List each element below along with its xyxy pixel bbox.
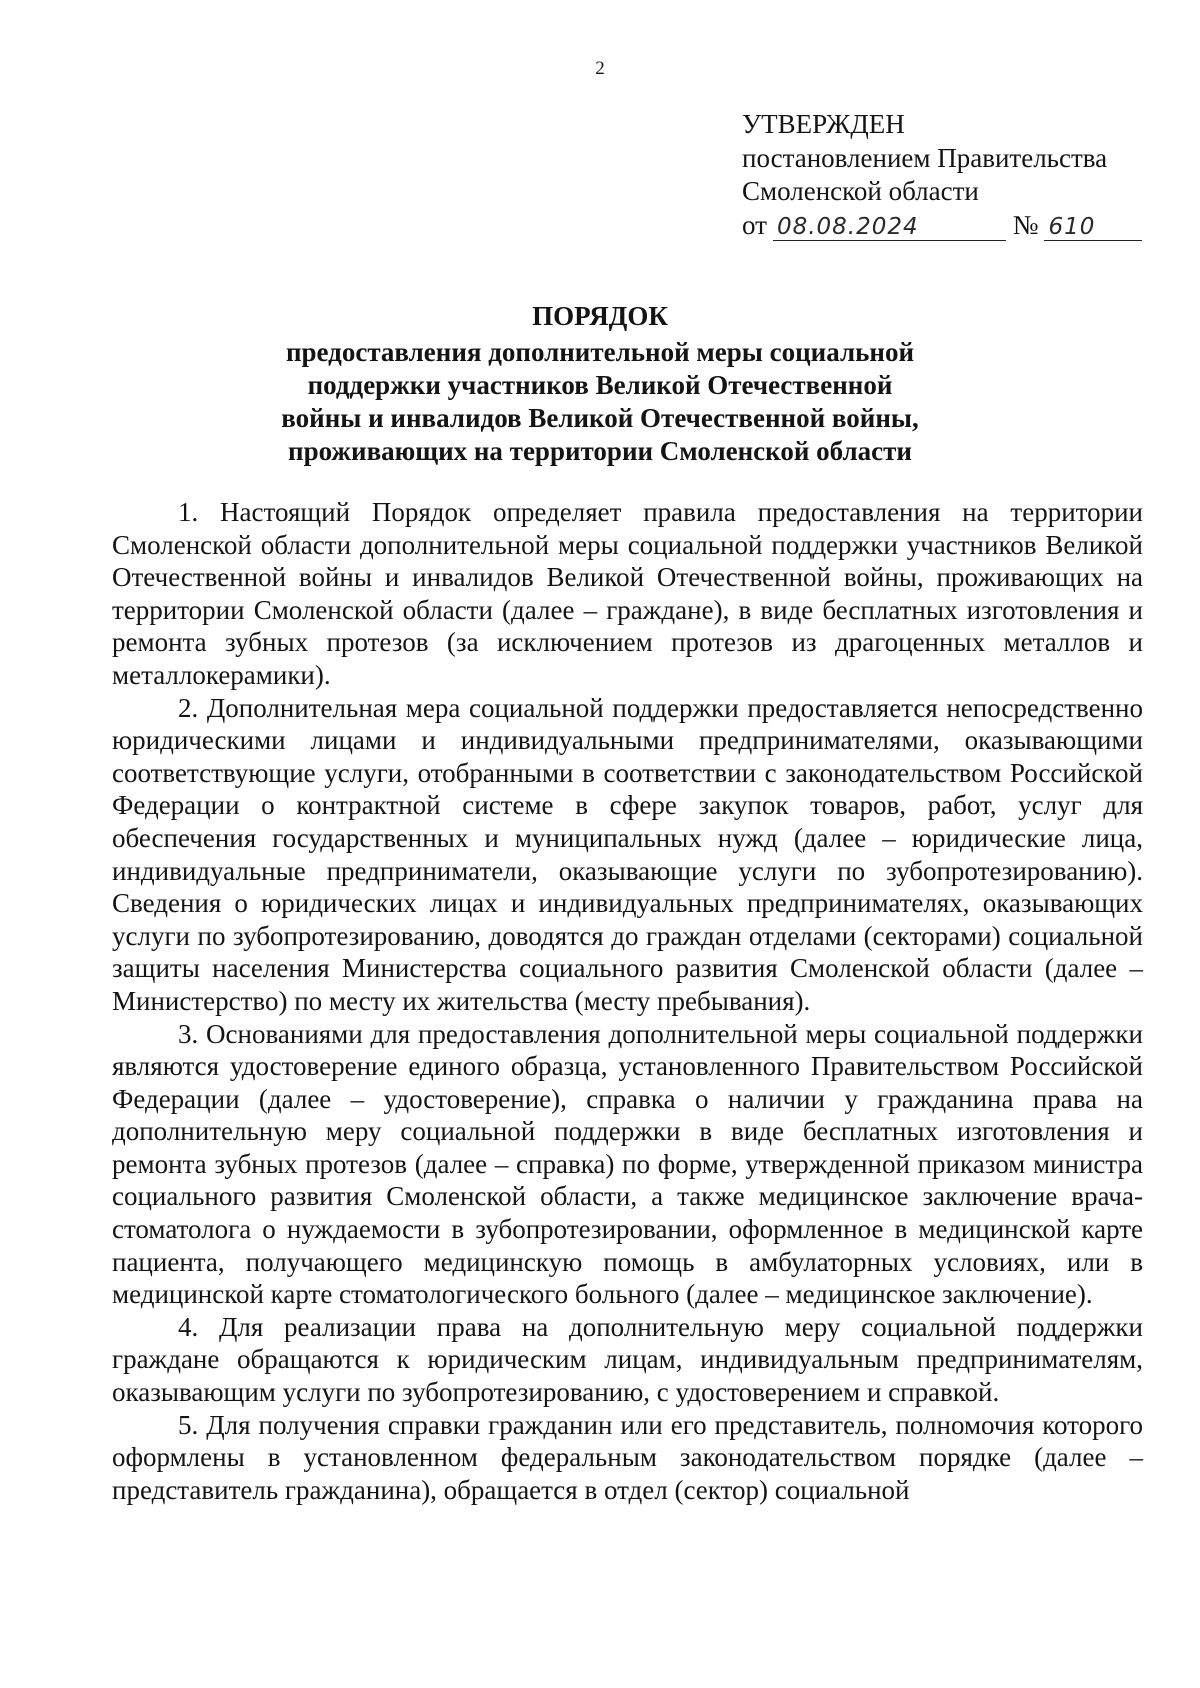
title-main: ПОРЯДОК [532,301,668,331]
title-line-2: поддержки участников Великой Отечественной [307,370,893,400]
document-title [0,300,1200,468]
paragraph-4: 4. Для реализации права на дополнительную меру социальной поддержки граждане обращаются к юридическим лицам, индивидуальным предпринимателям, оказывающим услуги по зубопротезированию, с удостоверением и справкой. [112,1311,1143,1408]
approval-date-line [742,209,1142,243]
title-line-1: предоставления дополнительной меры социальной [285,337,914,367]
paragraph-2: 2. Дополнительная мера социальной поддержки предоставляется непосредственно юридическими лицами и индивидуальными предпринимателями, оказывающими соответствующие услуги, отобранными в соответствии с законодательством Российской Федерации о контрактной системе в сфере закупок товаров, работ, услуг для обеспечения государственных и муниципальных нужд (далее – юридические лица, индивидуальные предприниматели, оказывающие услуги по зубопротезированию). Сведения о юридических лицах и индивидуальных предпринимателях, оказывающих услуги по зубопротезированию, доводятся до граждан отделами (секторами) социальной защиты населения Министерства социального развития Смоленской области (далее – Министерство) по месту их жительства (месту пребывания). [112,692,1143,1016]
number-label: № [1012,209,1039,240]
approval-block [742,108,1142,242]
document-body [112,496,1143,1506]
approval-heading: УТВЕРЖДЕН [742,109,905,139]
page-number: 2 [595,58,605,79]
paragraph-3: 3. Основаниями для предоставления дополнительной меры социальной поддержки являются удостоверение единого образца, установленного Правительством Российской Федерации (далее – удостоверение), справка о наличии у гражданина права на дополнительную меру социальной поддержки в виде бесплатных изготовления и ремонта зубных протезов (далее – справка) по форме, утвержденной приказом министра социального развития Смоленской области, а также медицинское заключение врача-стоматолога о нуждаемости в зубопротезировании, оформленное в медицинской карте пациента, получающего медицинскую помощь в амбулаторных условиях, или в медицинской карте стоматологического больного (далее – медицинское заключение). [112,1018,1143,1310]
handwritten-number: 610 [1044,214,1142,241]
paragraph-5: 5. Для получения справки гражданин или его представитель, полномочия которого оформлены в установленном федеральным законодательством порядке (далее – представитель гражданина), обращается в отдел (сектор) социальной [112,1409,1143,1505]
from-label: от [742,209,767,240]
approval-region: Смоленской области [742,176,979,206]
paragraph-1: 1. Настоящий Порядок определяет правила предоставления на территории Смоленской области дополнительной меры социальной поддержки участников Великой Отечественной войны и инвалидов Великой Отечественной войны, проживающих на территории Смоленской области (далее – граждане), в виде бесплатных изготовления и ремонта зубных протезов (за исключением протезов из драгоценных металлов и металлокерамики). [112,497,1143,690]
title-line-3: войны и инвалидов Великой Отечественной войны, [281,403,919,433]
handwritten-date: 08.08.2024 [773,214,1006,241]
title-line-4: проживающих на территории Смоленской области [288,436,912,466]
approval-authority: постановлением Правительства [742,142,1108,173]
